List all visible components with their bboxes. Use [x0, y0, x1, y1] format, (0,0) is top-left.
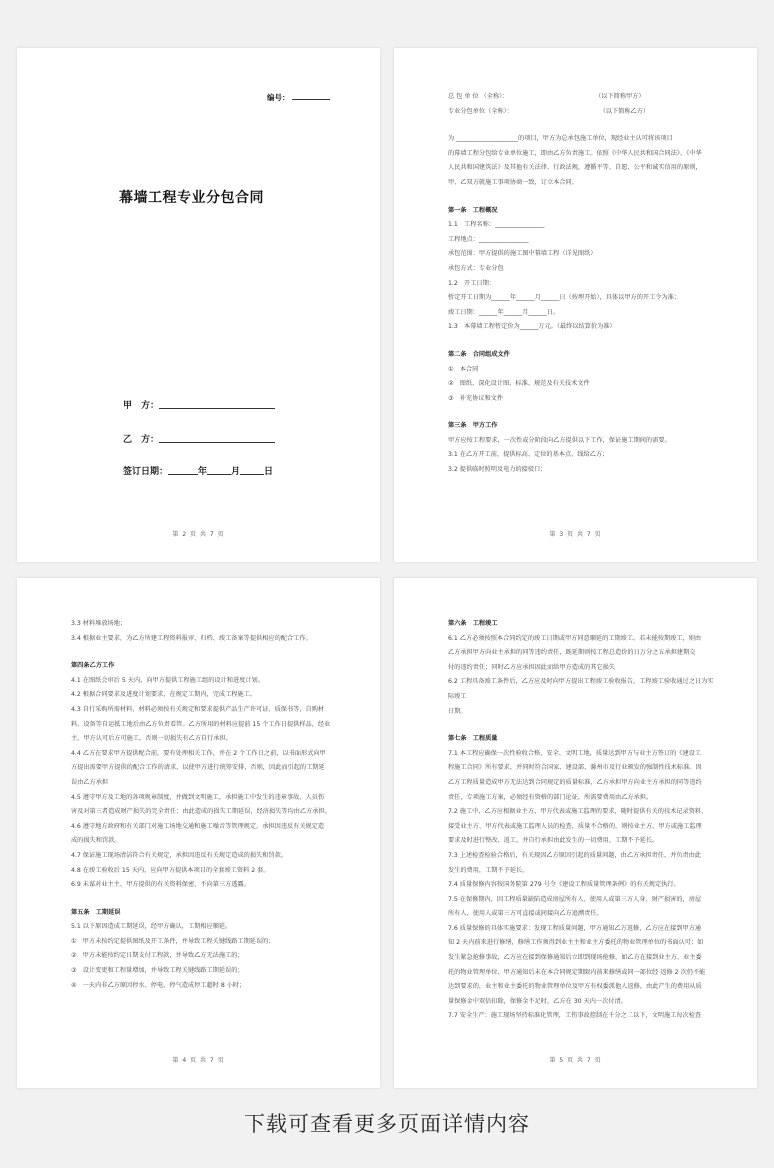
- section-heading: 第三条 甲方工作: [448, 422, 498, 430]
- paragraph-gap: [448, 406, 719, 419]
- section-heading: 第六条 工程竣工: [448, 620, 498, 627]
- text-line: ① 本合同: [448, 365, 479, 373]
- signing-date-field: [123, 464, 273, 477]
- contract-number-field: [267, 92, 330, 103]
- text-line: 6.2 工程具备竣工条件后，乙方应及时向甲方提出工程竣工验收报告，工程竣工验收通过之日为实际竣工: [448, 678, 714, 700]
- text-line: 4.5 遵守甲方及工地的各项规章制度，并做到文明施工，承担施工中发生的违章事故、人员伤: [71, 793, 325, 801]
- day-label: 日: [264, 467, 274, 477]
- text-line: 知 2 天内前来进行修缮，修缮工作须得到业主主和业主方委托的物业管理单位的书面认可；如: [448, 939, 704, 947]
- text-line: 量保修金中双倍扣除，保修金不足时，乙方在 30 天内一次付清。: [448, 997, 627, 1005]
- text-line: 7.5 在保修期内，因工程质量缺陷造成房屋所有人、使用人或第三方人身、财产损害的，房屋: [448, 895, 702, 903]
- text-line: ③ 设计变更和工程量增加，并导致工程关键线路工期延误的；: [71, 967, 244, 975]
- section-heading: 第二条 合同组成文件: [448, 350, 510, 358]
- text-line: 4.7 保证施工现场清洁符合有关规定，承担因违反有关规定造成的损失和罚款。: [71, 851, 287, 859]
- text-line: 4.1 在图纸会审后 5 天内，向甲方提供工程施工组的设计和进度计划。: [71, 676, 264, 684]
- text-line: 7.3 上述检查检验合格后，有关现因乙方原因引起的质量问题，由乙方承担责任，并负责由此: [448, 851, 702, 859]
- page-body: [448, 617, 719, 1024]
- text-line: 7.2 施工中，乙方应根据业主方、甲方代表或施工监理的要求，随时提供有关的技术记录资料，: [448, 808, 708, 816]
- text-line: 5.1 以下原因造成工期延误，经甲方确认，工期相应顺延。: [71, 923, 232, 931]
- text-line: 要求及时进行整改、返工，并自行承担由此发生的一切费用，工期不予延长。: [448, 837, 659, 845]
- text-line: 方提出需要甲方提供的配合工作的请求，以使甲方进行统筹安排，否则，因此而引起的工期延: [71, 764, 325, 772]
- paragraph-gap: [448, 719, 719, 732]
- text-line: 为 ____________________的项目，甲方为总承包施工单位，现经业主认可将该项目: [448, 135, 673, 143]
- party-a-blank: [159, 408, 275, 409]
- text-line: 7.1 本工程应确保一次性验收合格，安全、文明工地，质量达到甲方与业主方签订的《建设工: [448, 749, 702, 757]
- text-line: 发生的费用，工期不予延长。: [448, 866, 529, 874]
- text-line: 7.7 安全生产：施工现场坚持标准化管理，工伤事故控制在千分之二以下，文明施工每次检查: [448, 1012, 702, 1020]
- text-line: 所有人、使用人或第三方可直接或间接向乙方追溯责任。: [448, 910, 603, 918]
- text-line: 付的违约责任；同时乙方应承担因此而给甲方造成的其它损失: [448, 663, 616, 671]
- year-blank: [168, 474, 198, 475]
- page-number: 第 2 页 共 7 页: [172, 531, 225, 538]
- text-line: ④ 一天内非乙方原因停水、停电、停气造成停工超时 8 小时；: [71, 981, 246, 989]
- party-b-label: 乙 方：: [123, 435, 160, 445]
- text-line: 竣工日期：______年______月______日。: [448, 308, 560, 316]
- text-line: 接受业主方、甲方代表或施工监理人员的检查，质量不合格的，则按业主方、甲方或施工监理: [448, 822, 702, 830]
- text-line: 成的损失和罚款。: [71, 837, 121, 845]
- document-page: [394, 48, 757, 562]
- text-line: 乙方工程质量造成甲方无法达到合同规定的质量标准，乙方承担甲方向业主方承担的同等违约: [448, 778, 702, 786]
- text-line: 总 包 单 位 （全称）： （以下简称甲方）: [448, 93, 645, 100]
- text-line: 4.2 根据合同要求及进度计划要求，在规定工期内，完成工程施工。: [71, 691, 257, 699]
- contract-number-blank: [292, 99, 330, 100]
- text-line: 日期。: [448, 707, 467, 715]
- text-line: 3.4 根据业主要求，为乙方所建工程资料报审、归档、竣工备案等提供相应的配合工作。: [71, 634, 312, 642]
- text-line: 1.1 工程名称：________________: [448, 221, 545, 229]
- paragraph-gap: [448, 335, 719, 348]
- text-line: 程施工合同》所有要求，并同时符合国家、建设部、滁州市及行业颁发的强制性技术标准。因: [448, 764, 702, 772]
- text-line: 承包范围：甲方提供的施工图中幕墙工程（详见图纸）: [448, 250, 597, 258]
- text-line: ② 图纸、深化设计图、标准、规范及有关技术文件: [448, 380, 590, 388]
- text-line: 4.6 遵守地方政府和有关部门对施工场地交通和施工噪音等管理规定，承担因违反有关规定造: [71, 822, 325, 830]
- text-line: 的幕墙工程分包给专业单位施工，即由乙方负责施工。依照《中华人民共和国合同法》、《中华: [448, 149, 702, 157]
- text-line: 料、设备等自运抵工地后由乙方负责看管。乙方所用的材料应提前 15 个工作日提供样品，经业: [71, 720, 331, 728]
- text-line: 7.6 质量保修的具体实施要求：发现工程质量问题，甲方通知乙方返修，乙方应在接到甲方通: [448, 924, 702, 932]
- day-blank: [240, 474, 264, 475]
- year-label: 年: [198, 467, 208, 477]
- text-line: 暂定开工日期为______年______月______日（按埋开始），具体以甲方的开工令为准；: [448, 294, 681, 302]
- text-line: 专业分包单位（全称）： （以下简称乙方）: [448, 107, 650, 115]
- page-body: [448, 90, 719, 478]
- document-page: [394, 578, 757, 1088]
- document-page: [17, 578, 380, 1088]
- text-line: 甲、乙双方就施工事项协商一致，订立本合同。: [448, 178, 578, 186]
- section-heading: 第七条 工程质量: [448, 735, 498, 743]
- party-b-blank: [159, 442, 275, 443]
- contract-number-label: 编号：: [267, 93, 290, 102]
- text-line: 7.4 质量保修内容按国务院第 279 号令《建设工程质量管理条例》的有关规定执行。: [448, 881, 680, 889]
- text-line: 4.4 乙方在要求甲方提供配合前，要有处理相关工作，并在 2 个工作日之前，以书面形式向甲: [71, 749, 326, 757]
- paragraph-gap: [71, 893, 342, 906]
- text-line: 6.9 未谋对业主主、甲方提供的有关资料保密，不向第三方透露。: [71, 881, 250, 889]
- text-line: 工程地点：________________: [448, 235, 529, 243]
- page-number: 第 3 页 共 7 页: [549, 531, 602, 538]
- text-line: 1.2 开工日期：: [448, 279, 495, 287]
- text-line: 3.3 材料堆放场地；: [71, 620, 127, 627]
- download-more-caption[interactable]: 下载可查看更多页面详情内容: [244, 1112, 530, 1136]
- text-line: 甲方应按工程要求，一次性或分阶段向乙方提供以下工作，保证施工期间的需要。: [448, 436, 671, 444]
- text-line: 托的物业管理单位、甲方通知后未在本合同规定期限内前来修缮或同一部位经 返修 2 次仍不能: [448, 968, 706, 976]
- text-line: 6.1 乙方必须按照本合同约定的竣工日期或甲方同意顺延的工期竣工。若未能按期竣工，则由: [448, 634, 702, 642]
- text-line: 发生紧急抢修事故，乙方应在接到保修通知后立即到现场抢修，如乙方在接到业主方、业主委: [448, 954, 702, 962]
- document-page-cover: [17, 48, 380, 562]
- party-a-label: 甲 方：: [123, 401, 160, 411]
- text-line: 乙方承担甲方向业主承担的同等违约责任，既延期则按工程总造价的日万分之五承担建期交: [448, 649, 696, 657]
- text-line: 4.8 在竣工验收后 15 天内，应向甲方提供本项目的全套竣工资料 2 套。: [71, 866, 270, 874]
- text-line: 误由乙方承担: [71, 778, 109, 786]
- month-label: 月: [231, 467, 241, 477]
- text-line: ② 甲方未能按约定日期支付工程款，并导致乙方无法施工的；: [71, 952, 244, 960]
- text-line: 达到要求的，业主和业主委托的物业管理单位及甲方有权委派他人返修，由此产生的费用从质: [448, 983, 702, 991]
- text-line: 4.3 自行采购所需材料，材料必须按有关规定和要求提供产品生产许可证、质保书等，自购材: [71, 705, 325, 713]
- text-line: 主、甲方认可后方可施工，否则一切损失有乙方自行承担。: [71, 735, 232, 743]
- party-b-field: [123, 432, 275, 445]
- text-line: 责任，专项施工方案，必须经有资格的部门论证，所需要费用由乙方承担。: [448, 793, 653, 801]
- text-line: 3.2 提供临时照明及电力的接驳口；: [448, 466, 547, 474]
- paragraph-gap: [71, 646, 342, 659]
- party-a-field: [123, 398, 275, 411]
- text-line: 1.3 本幕墙工程暂定价为______万元。（最终以结算价为准）: [448, 323, 616, 331]
- paragraph-gap: [448, 119, 719, 132]
- text-line: 承包方式：专业分包: [448, 264, 504, 272]
- page-number: 第 4 页 共 7 页: [172, 1057, 225, 1064]
- page-body: [71, 617, 342, 993]
- text-line: 人民共和国建筑法》及其他有关法律、行政法规，遵循平等、自愿、公平和诚实信用的原则，: [448, 164, 702, 172]
- signing-date-label: 签订日期：: [123, 467, 169, 477]
- section-heading: 第一条 工程概况: [448, 206, 498, 214]
- section-heading: 第四条乙方工作: [71, 662, 115, 670]
- text-line: 害及对第三者造成财产损失的完全责任；由此造成的损失工期延误，经济损失等均由乙方承担。: [71, 808, 331, 816]
- text-line: ① 甲方未按约定提供图纸及开工条件，并导致工程关键线路工期延误的；: [71, 937, 275, 945]
- text-line: 3.1 在乙方开工前，提供标高、定位的基本点、线给乙方；: [448, 451, 609, 459]
- paragraph-gap: [448, 191, 719, 204]
- text-line: ③ 补充协议和文件: [448, 394, 504, 402]
- month-blank: [207, 474, 231, 475]
- section-heading: 第五条 工期延误: [71, 908, 121, 916]
- page-number: 第 5 页 共 7 页: [549, 1057, 602, 1064]
- page-title: 幕墙工程专业分包合同: [119, 190, 264, 206]
